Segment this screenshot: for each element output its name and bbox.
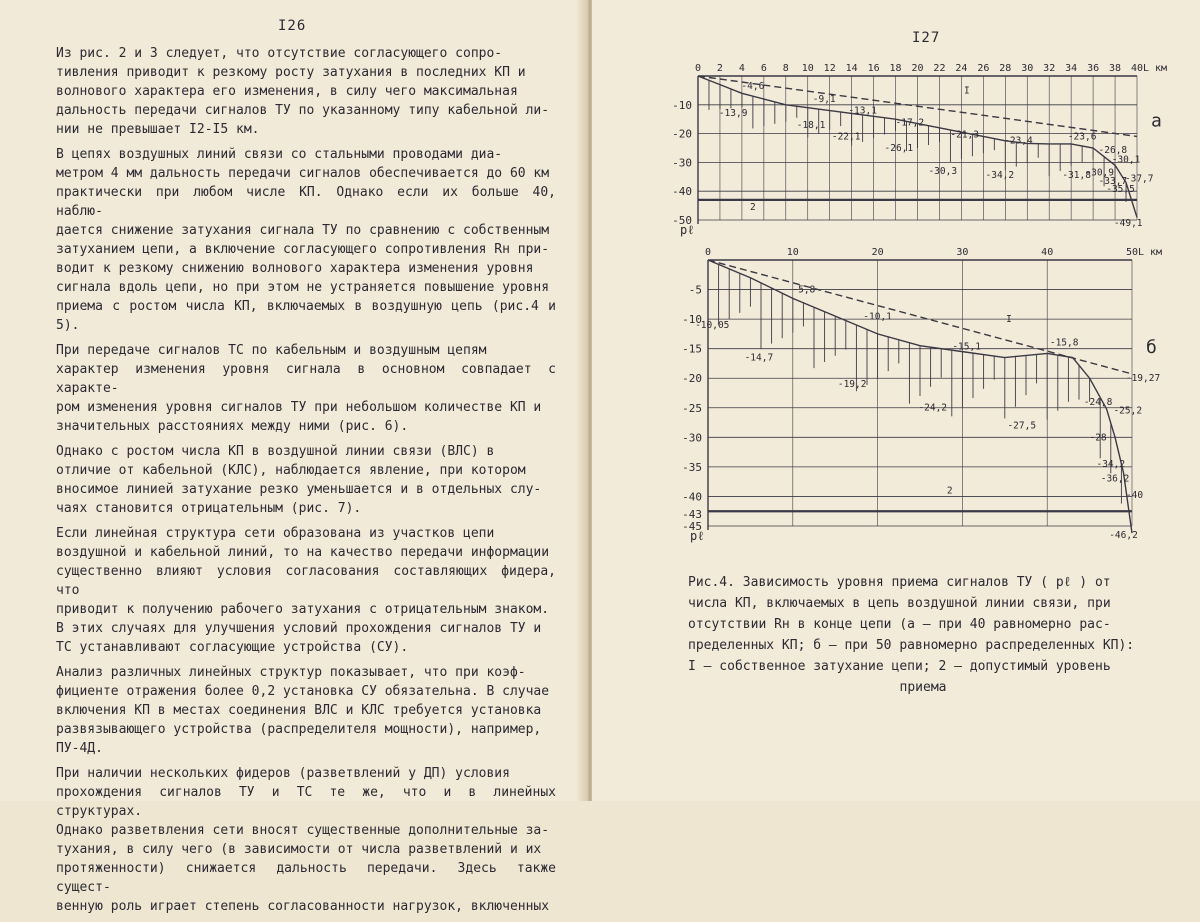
- x-tick-label: 28: [999, 63, 1012, 74]
- x-tick-label: 38: [1109, 63, 1122, 74]
- y-tick-label: -20: [682, 372, 702, 386]
- data-label: -15,8: [1049, 337, 1079, 349]
- y-tick-label: -10: [672, 98, 692, 112]
- data-label: 2: [750, 201, 756, 213]
- data-label: -34,2: [1096, 458, 1126, 470]
- data-label: -24,8: [1083, 396, 1113, 408]
- x-tick-label: 36: [1087, 63, 1100, 74]
- data-label: -17,2: [895, 117, 925, 129]
- data-label: -28: [1089, 432, 1107, 444]
- panel-label: б: [1146, 337, 1157, 359]
- x-tick-label: 30: [1021, 63, 1034, 74]
- data-label: -10,05: [695, 319, 730, 331]
- y-tick-label: -25: [682, 401, 702, 415]
- paragraph: При наличии нескольких фидеров (разветвлений у ДП) условия прохождения сигналов ТУ и ТС те же, что и в линейных структурах. Однако разветвления сети вносят существенные дополнительные за- тухания, в силу чего (в зависимости от числа разветвлений и их протяженности) снижается дальность передачи. Здесь также сущест- венную роль играет степень согласованности нагрузок, включенных: [56, 766, 556, 914]
- data-label: -25,2: [1113, 405, 1143, 417]
- data-label: -23,6: [1067, 131, 1097, 143]
- data-label: -30,3: [928, 165, 958, 177]
- data-label: I: [964, 85, 970, 97]
- y-tick-label: -45: [682, 520, 702, 533]
- caption-line: пределенных КП; б – при 50 равномерно распределенных КП):: [688, 638, 1135, 653]
- data-label: -22,1: [831, 131, 861, 143]
- data-label: -19,27: [1125, 373, 1161, 385]
- x-tick-label: 50: [1125, 247, 1139, 258]
- y-tick-label: -20: [672, 127, 692, 141]
- data-label: -33,7: [1098, 176, 1128, 187]
- data-label: -46,2: [1109, 529, 1138, 541]
- paragraph: Если линейная структура сети образована из участков цепи воздушной и кабельной линий, то на качество передачи информации существенно влияют условия согласования составляющих фидера, что приводит к получению рабочего затухания с отрицательным знаком. В этих случаях для улучшения условий прохождения сигналов ТУ и ТС устанавливают согласующие устройства (СУ).: [56, 526, 556, 655]
- x-tick-label: 10: [786, 247, 799, 258]
- caption-line: числа КП, включаемых в цепь воздушной линии связи, при: [688, 596, 1111, 611]
- data-label: -10,1: [863, 311, 892, 323]
- page-number: I27: [912, 30, 941, 46]
- x-tick-label: 40: [1130, 63, 1144, 74]
- y-tick-label: -35: [682, 460, 702, 474]
- x-axis-label: L км: [1143, 63, 1168, 74]
- data-label: -13,9: [718, 108, 748, 120]
- x-tick-label: 30: [956, 247, 969, 258]
- data-label: -4,6: [741, 81, 765, 93]
- x-tick-label: 40: [1041, 247, 1054, 258]
- body-text: [56, 44, 556, 922]
- y-tick-label: -30: [682, 431, 702, 445]
- left-page: [0, 0, 588, 914]
- caption-line: отсутствии Rн в конце цепи (а – при 40 равномерно рас-: [688, 617, 1111, 632]
- data-label: -21,3: [950, 129, 979, 141]
- data-label: -26,1: [884, 143, 914, 155]
- x-tick-label: 6: [760, 63, 767, 74]
- paragraph: Из рис. 2 и 3 следует, что отсутствие согласующего сопро- тивления приводит к резкому росту затухания в последних КП и волнового характера его изменения, в силу чего максимальная дальность передачи сигналов ТУ по указанному типу кабельной ли- нии не превышает I2-I5 км.: [56, 46, 550, 137]
- y-tick-label: -40: [682, 490, 702, 504]
- caption-line: приема: [899, 680, 947, 695]
- page-number: I26: [278, 18, 307, 34]
- chart-b: [640, 238, 1180, 544]
- data-label: -37,7: [1124, 173, 1154, 185]
- y-tick-label: -43: [682, 508, 702, 522]
- data-label: -14,7: [744, 352, 774, 364]
- data-label: -31,8: [1062, 170, 1091, 182]
- paragraph: Анализ различных линейных структур показывает, что при коэф- фициенте отражения более 0,2 установка СУ обязательна. В случае включения КП в местах соединения ВЛС и КЛС требуется установка развязывающего устройства (распределителя мощности), например, ПУ-4Д.: [56, 665, 550, 756]
- data-label: -9,1: [812, 94, 836, 106]
- y-tick-label: -10: [682, 313, 702, 327]
- x-tick-label: 8: [782, 63, 789, 74]
- data-label: I: [1006, 314, 1012, 326]
- data-label: -40: [1125, 490, 1144, 502]
- data-label: -18,1: [796, 120, 826, 132]
- y-tick-label: -30: [672, 156, 692, 170]
- caption-line: Рис.4. Зависимость уровня приема сигналов ТУ ( pℓ ) от: [688, 575, 1111, 590]
- data-label: -15,1: [952, 341, 981, 353]
- x-tick-label: 0: [694, 63, 702, 74]
- x-tick-label: 32: [1043, 63, 1056, 74]
- data-label: -36,2: [1100, 473, 1130, 485]
- data-label: -19,2: [837, 379, 867, 391]
- x-tick-label: 24: [955, 63, 968, 74]
- y-tick-label: -50: [672, 214, 692, 227]
- x-tick-label: 34: [1065, 63, 1078, 74]
- data-label: -5,8: [792, 284, 816, 296]
- panel-label: а: [1151, 110, 1162, 132]
- data-label: -24,2: [918, 402, 948, 414]
- x-tick-label: 20: [911, 63, 924, 74]
- data-label: -34,2: [985, 170, 1015, 182]
- x-tick-label: 26: [977, 63, 990, 74]
- y-axis-label: pℓ: [680, 223, 695, 237]
- figure-caption: [688, 572, 1158, 698]
- paragraph: При передаче сигналов ТС по кабельным и воздушным цепям характер изменения уровня сигнала в основном совпадает с характе- ром изменения уровня сигналов ТУ при небольшом количестве КП и значительных расстояниях между ними (рис. 6).: [56, 343, 556, 434]
- data-label: -13,1: [848, 105, 877, 117]
- chart-a: [640, 56, 1180, 246]
- y-tick-label: -15: [682, 342, 702, 356]
- x-tick-label: 14: [845, 63, 858, 74]
- data-label: -30,1: [1111, 154, 1141, 166]
- x-tick-label: 4: [738, 63, 745, 74]
- x-axis-label: L км: [1138, 247, 1163, 258]
- paragraph: В цепях воздушных линий связи со стальными проводами диа- метром 4 мм дальность передачи сигналов обеспечивается до 60 км практически при любом числе КП. Однако если их больше 40, наблю- дается снижение затухания сигнала ТУ по сравнению с собственным затуханием цепи, а включение согласующего сопротивления Rн при- водит к резкому снижению волнового характера изменения уровня сигнала вдоль цепи, но при этом не устраняется повышение уровня приема с ростом числа КП, включаемых в воздушную цепь (рис.4 и 5).: [56, 147, 556, 333]
- x-tick-label: 10: [801, 63, 814, 74]
- data-label: -26,8: [1098, 145, 1128, 157]
- data-label: 2: [946, 485, 953, 497]
- data-label: -23,4: [1004, 135, 1033, 147]
- y-axis-label: pℓ: [690, 529, 705, 543]
- x-tick-label: 12: [823, 63, 836, 74]
- x-tick-label: 0: [704, 247, 712, 258]
- y-tick-label: -40: [672, 185, 692, 199]
- data-label: -30,9: [1085, 167, 1114, 179]
- x-tick-label: 18: [889, 63, 902, 74]
- data-label: -35,5: [1106, 184, 1135, 196]
- x-tick-label: 16: [867, 63, 880, 74]
- x-tick-label: 22: [933, 63, 946, 74]
- data-label: -27,5: [1007, 420, 1037, 432]
- paragraph: Однако с ростом числа КП в воздушной линии связи (ВЛС) в отличие от кабельной (КЛС), наблюдается явление, при котором вносимое линией затухание резко уменьшается и в отдельных слу- чаях становится отрицательным (рис. 7).: [56, 444, 542, 516]
- caption-line: I – собственное затухание цепи; 2 – допустимый уровень: [688, 659, 1111, 674]
- x-tick-label: 2: [716, 63, 723, 74]
- data-label: -49,1: [1113, 217, 1143, 229]
- x-tick-label: 20: [871, 247, 884, 258]
- y-tick-label: -5: [688, 283, 702, 297]
